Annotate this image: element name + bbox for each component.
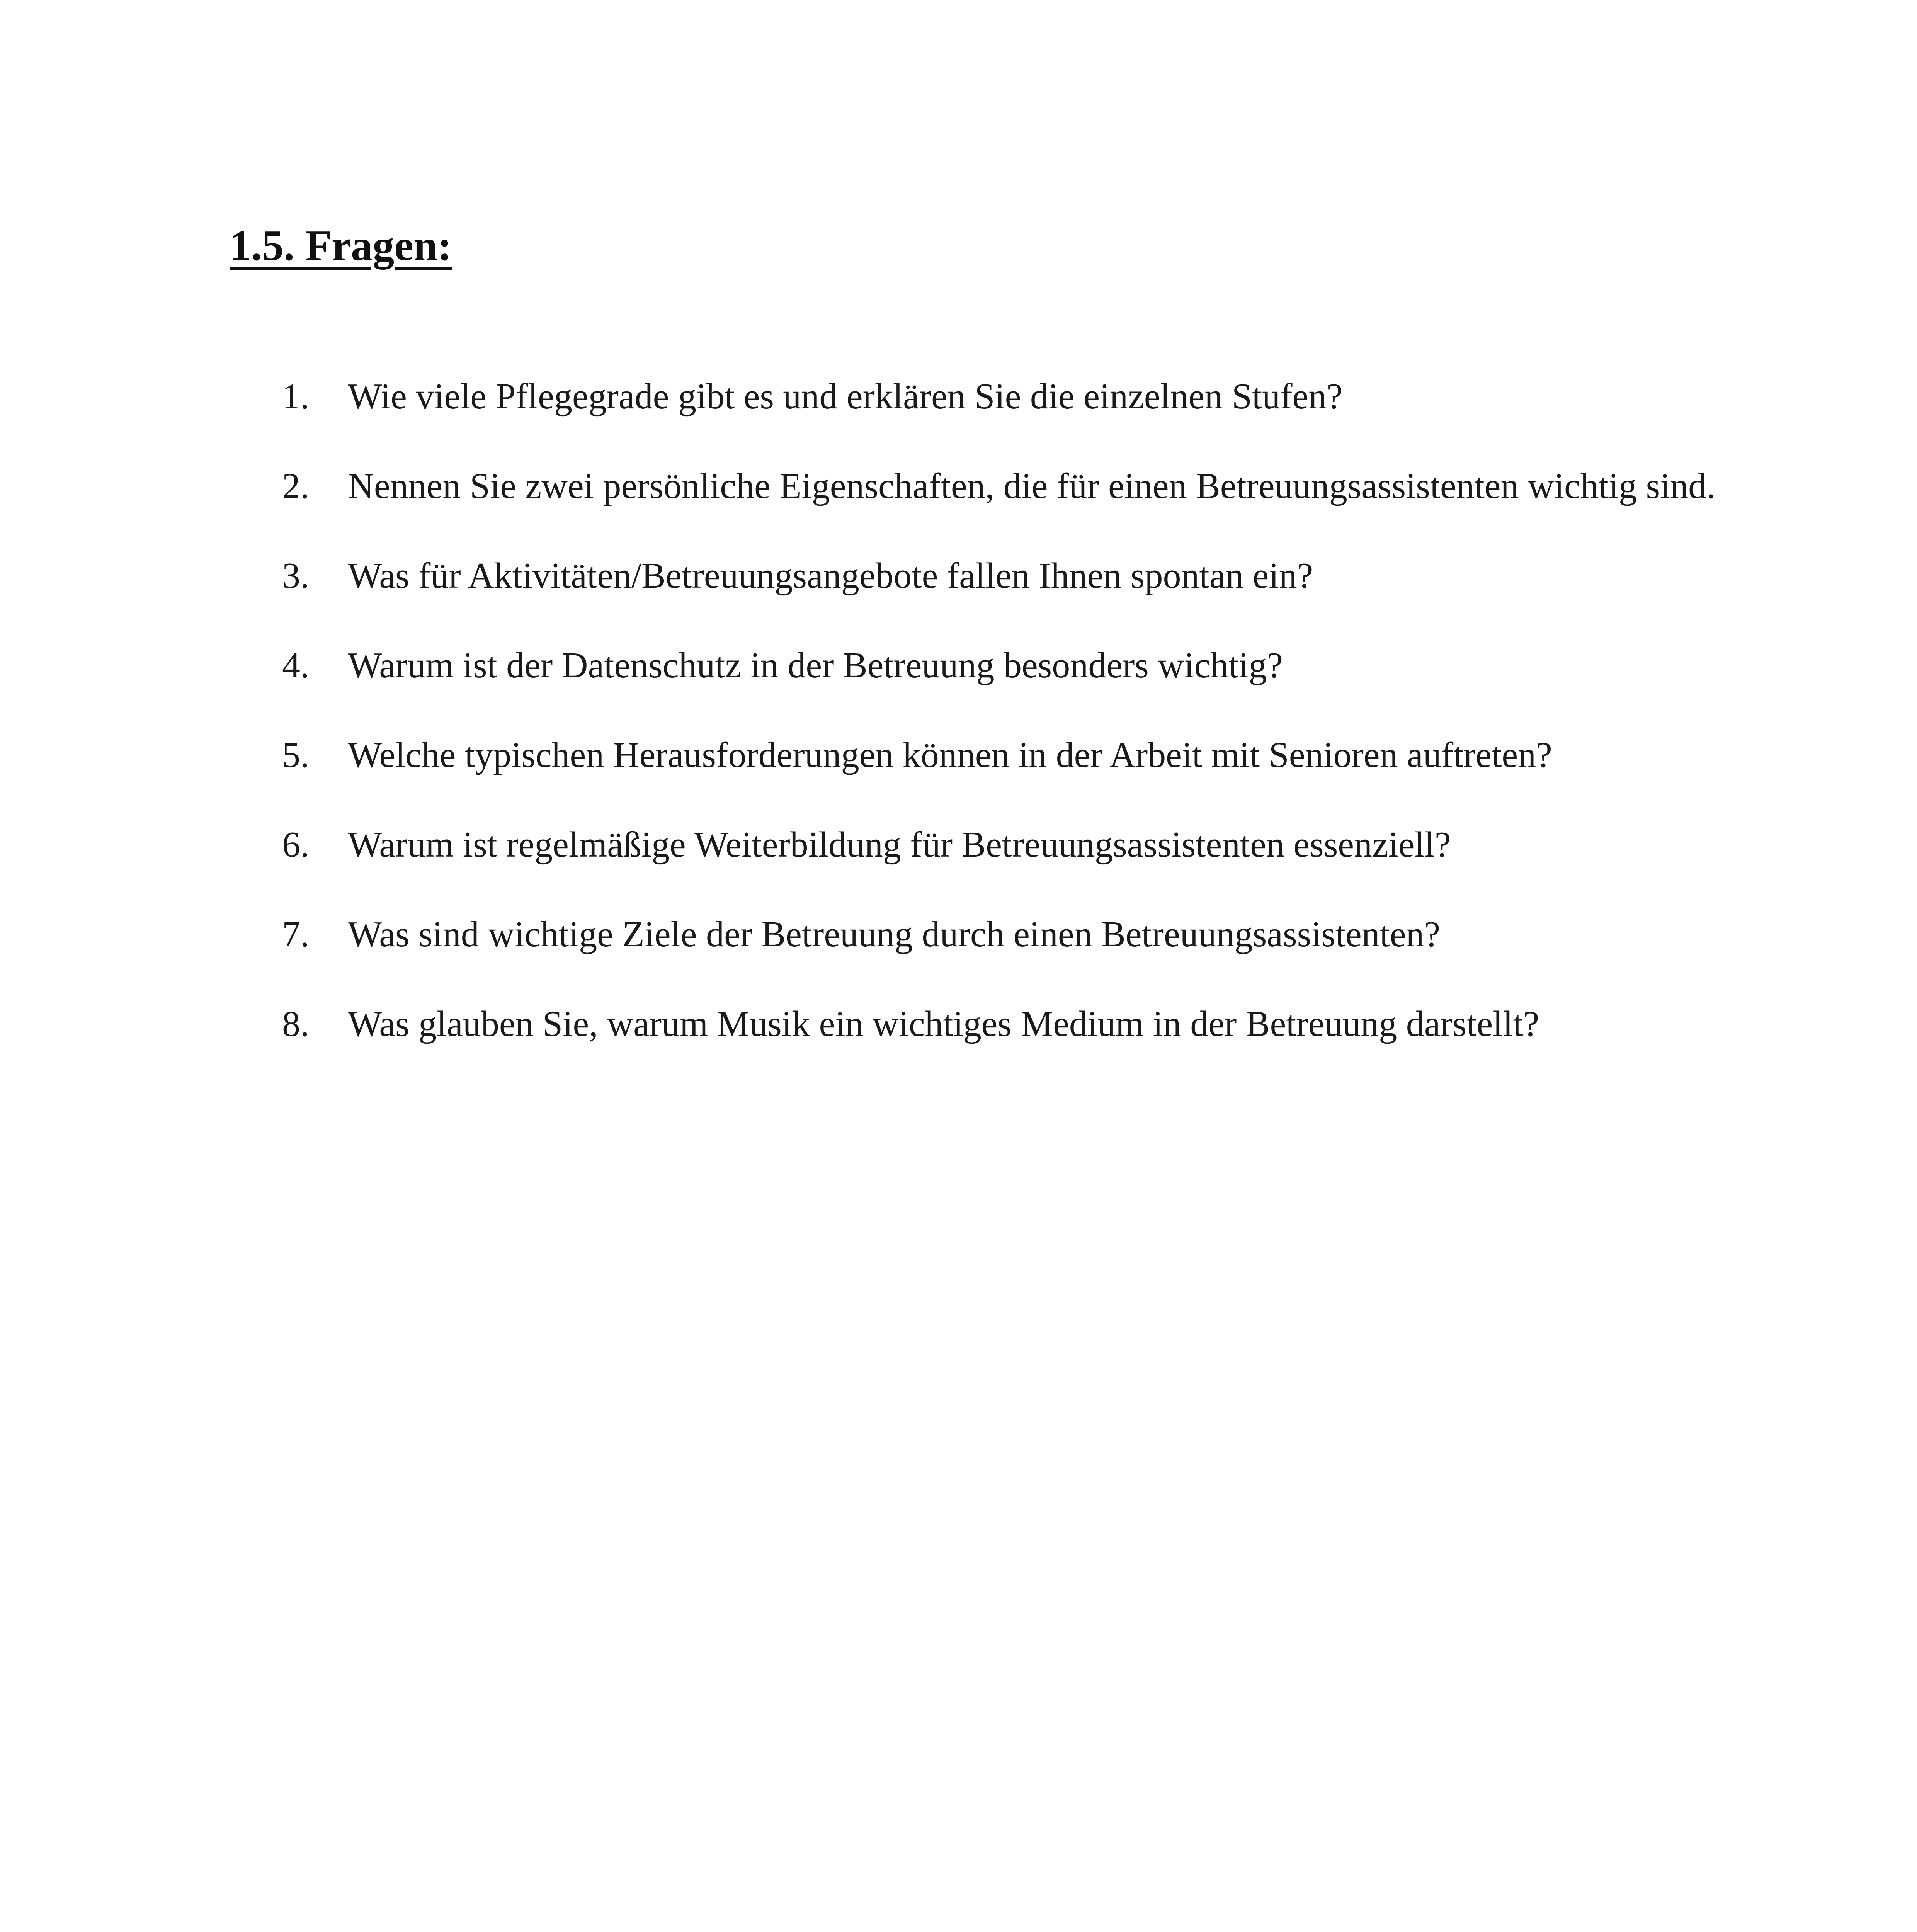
question-list	[282, 352, 1770, 1069]
question-item-5	[282, 710, 1770, 800]
question-number: 3.	[282, 556, 310, 596]
question-text: Was für Aktivitäten/Betreuungsangebote fallen Ihnen spontan ein?	[348, 556, 1313, 596]
question-number: 4.	[282, 645, 310, 685]
question-number: 1.	[282, 376, 310, 417]
question-item-7	[282, 889, 1770, 979]
question-item-2	[282, 441, 1770, 531]
question-number: 5.	[282, 735, 310, 775]
question-item-6	[282, 800, 1770, 889]
section-heading: 1.5. Fragen:	[230, 222, 452, 270]
question-item-8	[282, 979, 1770, 1069]
question-text: Welche typischen Herausforderungen können in der Arbeit mit Senioren auftreten?	[348, 735, 1552, 775]
question-item-1	[282, 352, 1770, 441]
question-text: Warum ist regelmäßige Weiterbildung für Betreuungsassistenten essenziell?	[348, 825, 1451, 865]
question-text: Warum ist der Datenschutz in der Betreuung besonders wichtig?	[348, 645, 1283, 685]
question-text: Nennen Sie zwei persönliche Eigenschaften, die für einen Betreuungsassistenten wichtig sind.	[348, 466, 1716, 506]
question-text: Was sind wichtige Ziele der Betreuung durch einen Betreuungsassistenten?	[348, 914, 1441, 954]
question-text: Was glauben Sie, warum Musik ein wichtiges Medium in der Betreuung darstellt?	[348, 1004, 1539, 1044]
question-number: 8.	[282, 1004, 310, 1044]
question-item-3	[282, 531, 1770, 621]
question-number: 2.	[282, 466, 310, 506]
question-item-4	[282, 621, 1770, 710]
question-text: Wie viele Pflegegrade gibt es und erklären Sie die einzelnen Stufen?	[348, 376, 1343, 417]
question-number: 6.	[282, 825, 310, 865]
question-number: 7.	[282, 914, 310, 954]
